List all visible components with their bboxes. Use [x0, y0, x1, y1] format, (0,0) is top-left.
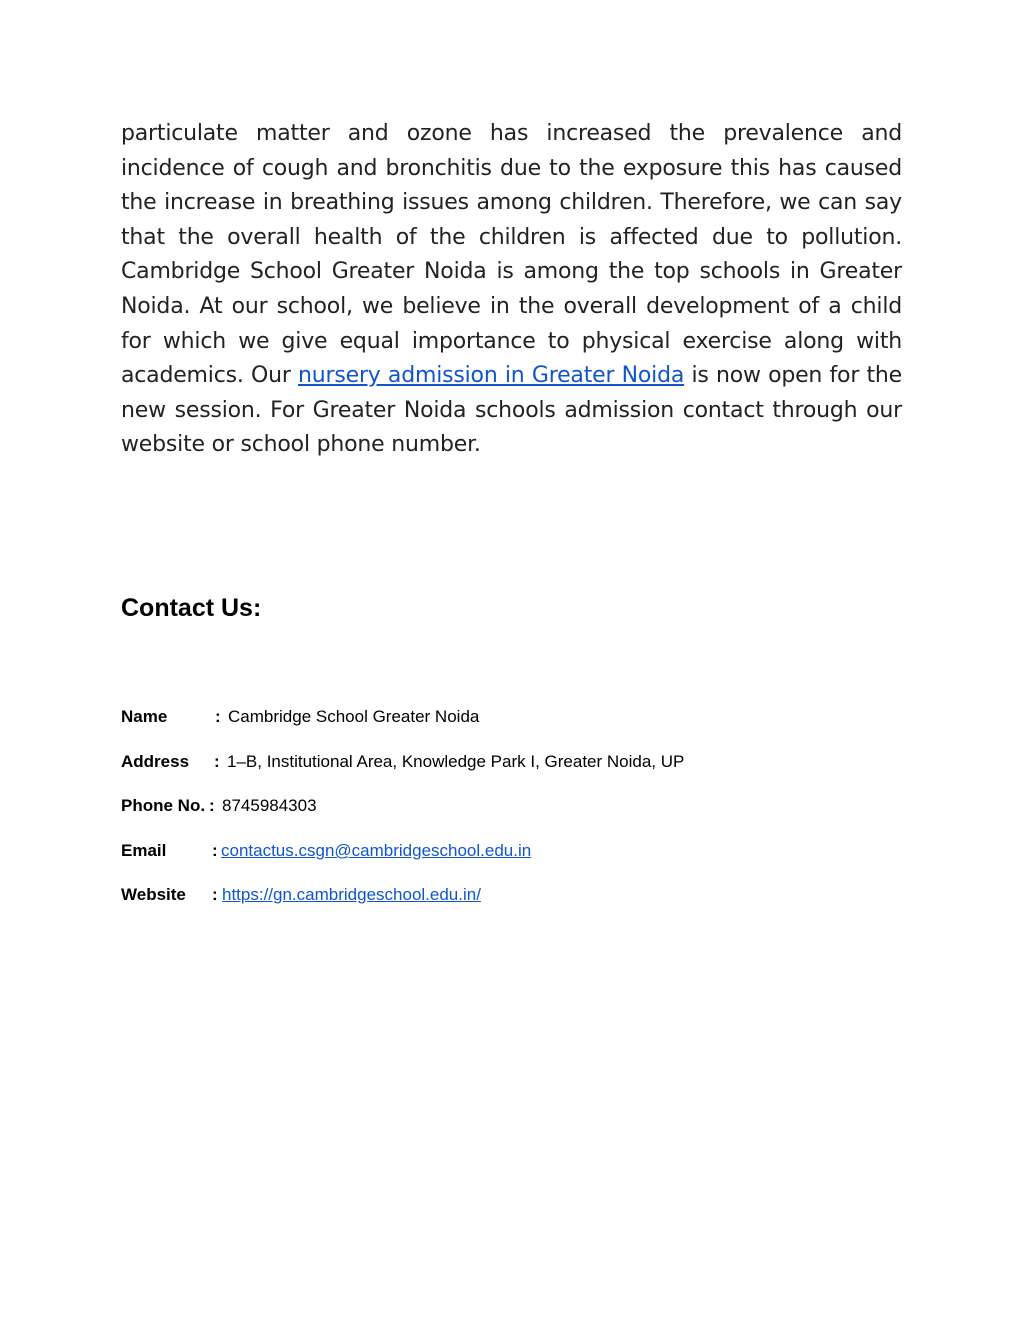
contact-heading: Contact Us:	[121, 594, 262, 622]
paragraph-text-before-link: particulate matter and ozone has increased the prevalence and incidence of cough and bronchitis due to the exposure this has caused the increase in breathing issues among children. Therefore, we can say that the overall health of the children is affected due to pollution. Cambridge School Greater Noida is among the top schools in Greater Noida. At our school, we believe in the overall development of a child for which we give equal importance to physical exercise along with academics. Our	[121, 121, 902, 389]
nursery-admission-link[interactable]: nursery admission in Greater Noida	[298, 363, 685, 389]
email-colon: :	[212, 841, 218, 860]
email-link[interactable]: contactus.csgn@cambridgeschool.edu.in	[221, 841, 532, 860]
address-label: Address	[121, 752, 190, 771]
address-colon: :	[214, 752, 220, 771]
website-link[interactable]: https://gn.cambridgeschool.edu.in/	[222, 885, 481, 904]
paragraph-text-after-link: is now open for the new session. For Greater Noida schools admission contact through our website or school phone number.	[121, 363, 902, 458]
website-colon: :	[212, 885, 218, 904]
name-label: Name	[121, 707, 168, 726]
phone-value: 8745984303	[222, 796, 317, 815]
phone-colon: :	[209, 796, 215, 815]
website-label: Website	[121, 885, 186, 904]
name-value: Cambridge School Greater Noida	[228, 707, 480, 726]
body-paragraph	[121, 117, 902, 463]
address-value: 1–B, Institutional Area, Knowledge Park I, Greater Noida, UP	[227, 752, 685, 771]
email-label: Email	[121, 841, 167, 860]
name-colon: :	[215, 707, 221, 726]
phone-label: Phone No.	[121, 796, 206, 815]
